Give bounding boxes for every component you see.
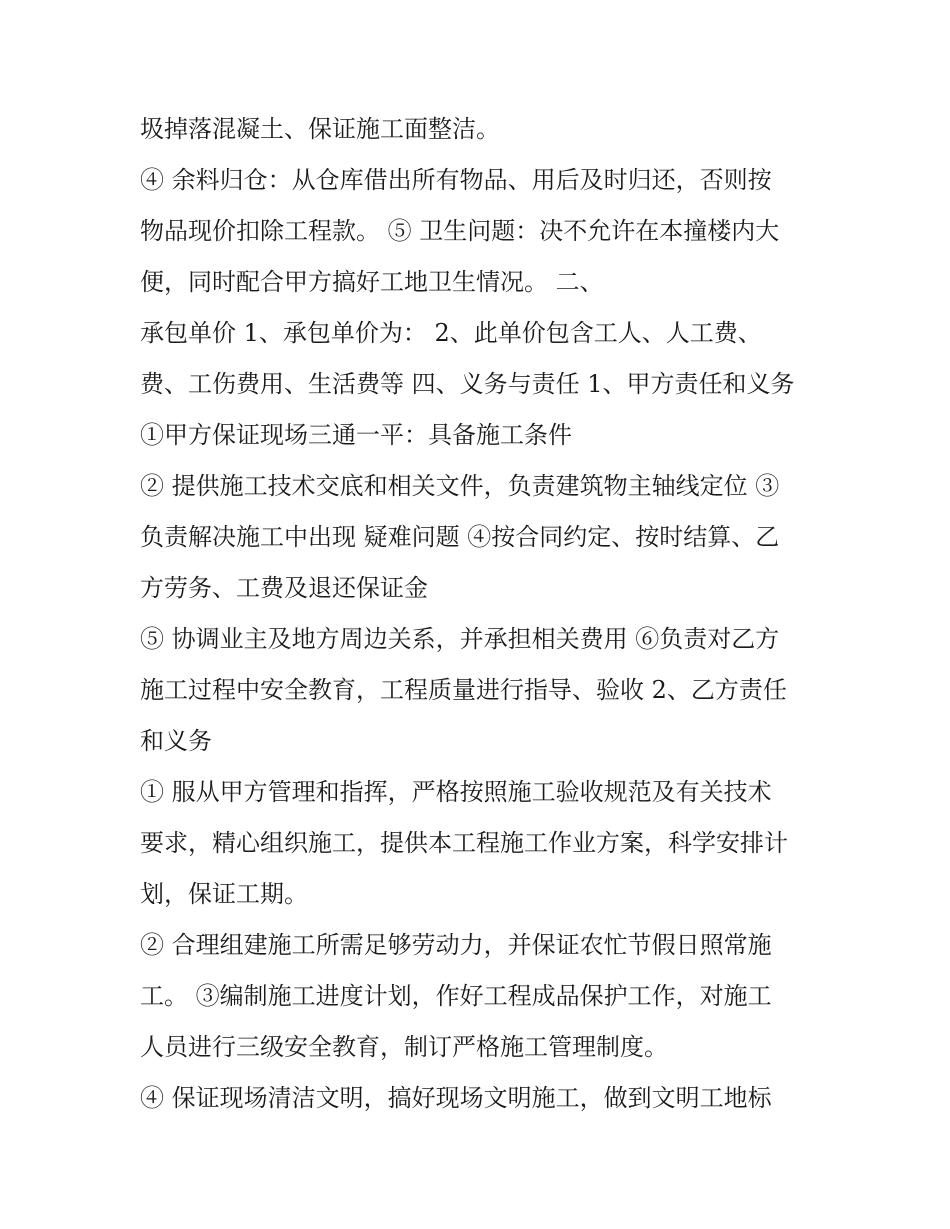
text-line: 承包单价 1、承包单价为： 2、此单价包含工人、人工费、 (140, 319, 762, 347)
text-line: 工。 ③编制施工进度计划，作好工程成品保护工作，对施工 (140, 982, 772, 1010)
text-line: 费、工伤费用、生活费等 四、义务与责任 1、甲方责任和义务 (140, 370, 795, 398)
text-line: 物品现价扣除工程款。 ⑤ 卫生问题：决不允许在本撞楼内大 (140, 217, 780, 245)
document-body (140, 104, 820, 1124)
text-line: 圾掉落混凝土、保证施工面整洁。 (140, 115, 500, 143)
text-line: 施工过程中安全教育，工程质量进行指导、验收 2、乙方责任 (140, 676, 787, 704)
text-line: ④ 保证现场清洁文明，搞好现场文明施工，做到文明工地标 (140, 1084, 772, 1112)
text-line: 便，同时配合甲方搞好工地卫生情况。 二、 (140, 268, 604, 296)
text-line: 人员进行三级安全教育，制订严格施工管理制度。 (140, 1033, 668, 1061)
text-line: ⑤ 协调业主及地方周边关系，并承担相关费用 ⑥负责对乙方 (140, 625, 780, 653)
text-line: ① 服从甲方管理和指挥，严格按照施工验收规范及有关技术 (140, 778, 772, 806)
text-line: 负责解决施工中出现 疑难问题 ④按合同约定、按时结算、乙 (140, 523, 780, 551)
text-line: 和义务 (140, 727, 212, 755)
text-line: ④ 余料归仓：从仓库借出所有物品、用后及时归还，否则按 (140, 166, 772, 194)
text-line: 方劳务、工费及退还保证金 (140, 574, 428, 602)
text-line: 要求，精心组织施工，提供本工程施工作业方案，科学安排计 (140, 829, 788, 857)
text-line: ①甲方保证现场三通一平：具备施工条件 (140, 421, 572, 449)
text-line: ② 提供施工技术交底和相关文件，负责建筑物主轴线定位 ③ (140, 472, 780, 500)
text-line: 划，保证工期。 (140, 880, 308, 908)
text-line: ② 合理组建施工所需足够劳动力，并保证农忙节假日照常施 (140, 931, 772, 959)
